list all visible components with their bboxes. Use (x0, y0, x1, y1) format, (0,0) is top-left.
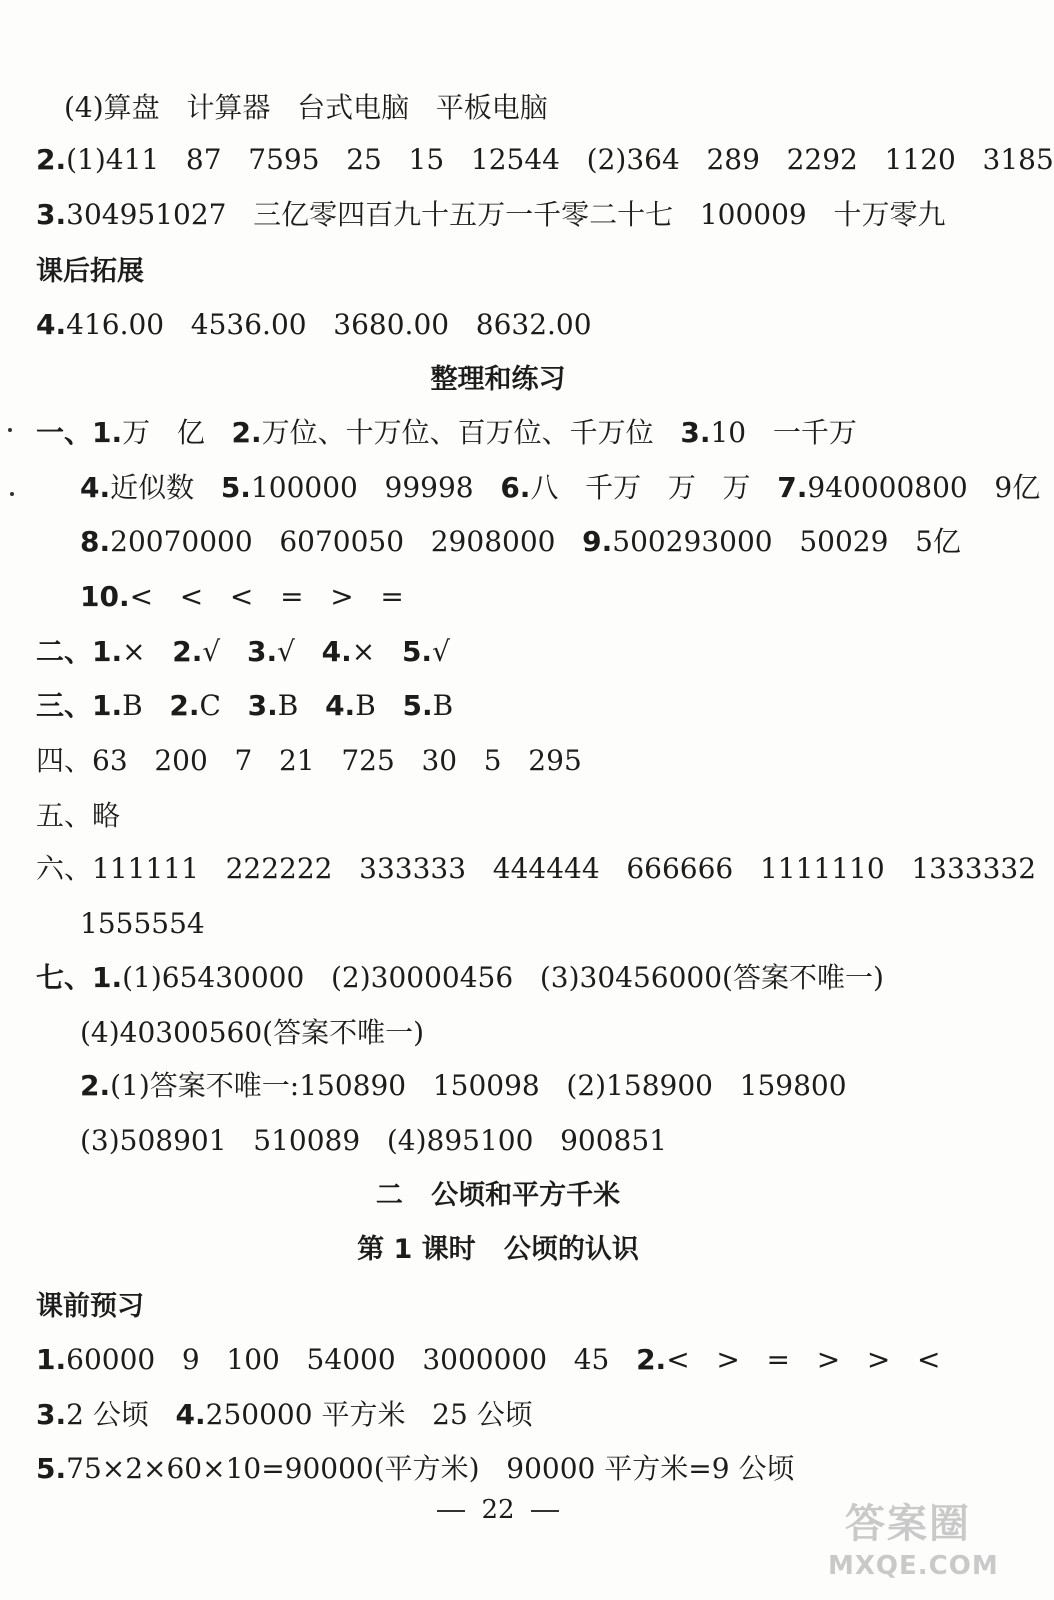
answer-line: (4)算盘 计算器 台式电脑 平板电脑 (64, 91, 548, 124)
answer-line: 5.75×2×60×10=90000(平方米) 90000 平方米=9 公顷 (36, 1452, 795, 1485)
answer-line: 2.(1)411 87 7595 25 15 12544 (2)364 289 2292 1120 3185 (36, 143, 1054, 176)
answer-line: 一、1.万 亿 2.万位、十万位、百万位、千万位 3.10 一千万 (36, 416, 857, 449)
answer-line: (3)508901 510089 (4)895100 900851 (80, 1124, 667, 1157)
answer-line: 10.< < < = > = (80, 580, 404, 613)
section-title: 整理和练习 (430, 364, 566, 395)
answer-line: 六、111111 222222 333333 444444 666666 1111110 1333332 (36, 852, 1037, 885)
answer-line: 1.60000 9 100 54000 3000000 45 2.< > = > > < (36, 1343, 941, 1376)
unit-title: 二 公顷和平方千米 (375, 1180, 621, 1211)
answer-line: 8.20070000 6070050 2908000 9.500293000 50029 5亿 (80, 525, 961, 558)
section-heading: 课后拓展 (36, 256, 144, 287)
answer-line: 五、略 (36, 799, 121, 832)
answer-line: 二、1.× 2.√ 3.√ 4.× 5.√ (36, 635, 450, 668)
margin-mark (8, 428, 12, 432)
answer-line: 1555554 (80, 907, 205, 940)
answer-line: 四、63 200 7 21 725 30 5 295 (36, 744, 582, 777)
page-number: 22 (0, 1490, 996, 1530)
answer-line: 3.304951027 三亿零四百九十五万一千零二十七 100009 十万零九 (36, 198, 946, 231)
answer-line: 2.(1)答案不唯一:150890 150098 (2)158900 159800 (80, 1069, 847, 1102)
answer-line: 三、1.B 2.C 3.B 4.B 5.B (36, 689, 454, 722)
answer-line: (4)40300560(答案不唯一) (80, 1016, 425, 1049)
answer-line: 4.近似数 5.100000 99998 6.八 千万 万 万 7.940000800 9亿 (80, 471, 1041, 504)
margin-mark (10, 492, 14, 496)
answer-line: 七、1.(1)65430000 (2)30000456 (3)30456000(答案不唯一) (36, 961, 884, 994)
answer-line: 3.2 公顷 4.250000 平方米 25 公顷 (36, 1398, 533, 1431)
answer-line: 4.416.00 4536.00 3680.00 8632.00 (36, 308, 592, 341)
section-heading: 课前预习 (36, 1291, 144, 1322)
watermark-logo: 答案圈 MXQE.COM (828, 1501, 999, 1581)
lesson-title: 第 1 课时 公顷的认识 (357, 1234, 639, 1265)
